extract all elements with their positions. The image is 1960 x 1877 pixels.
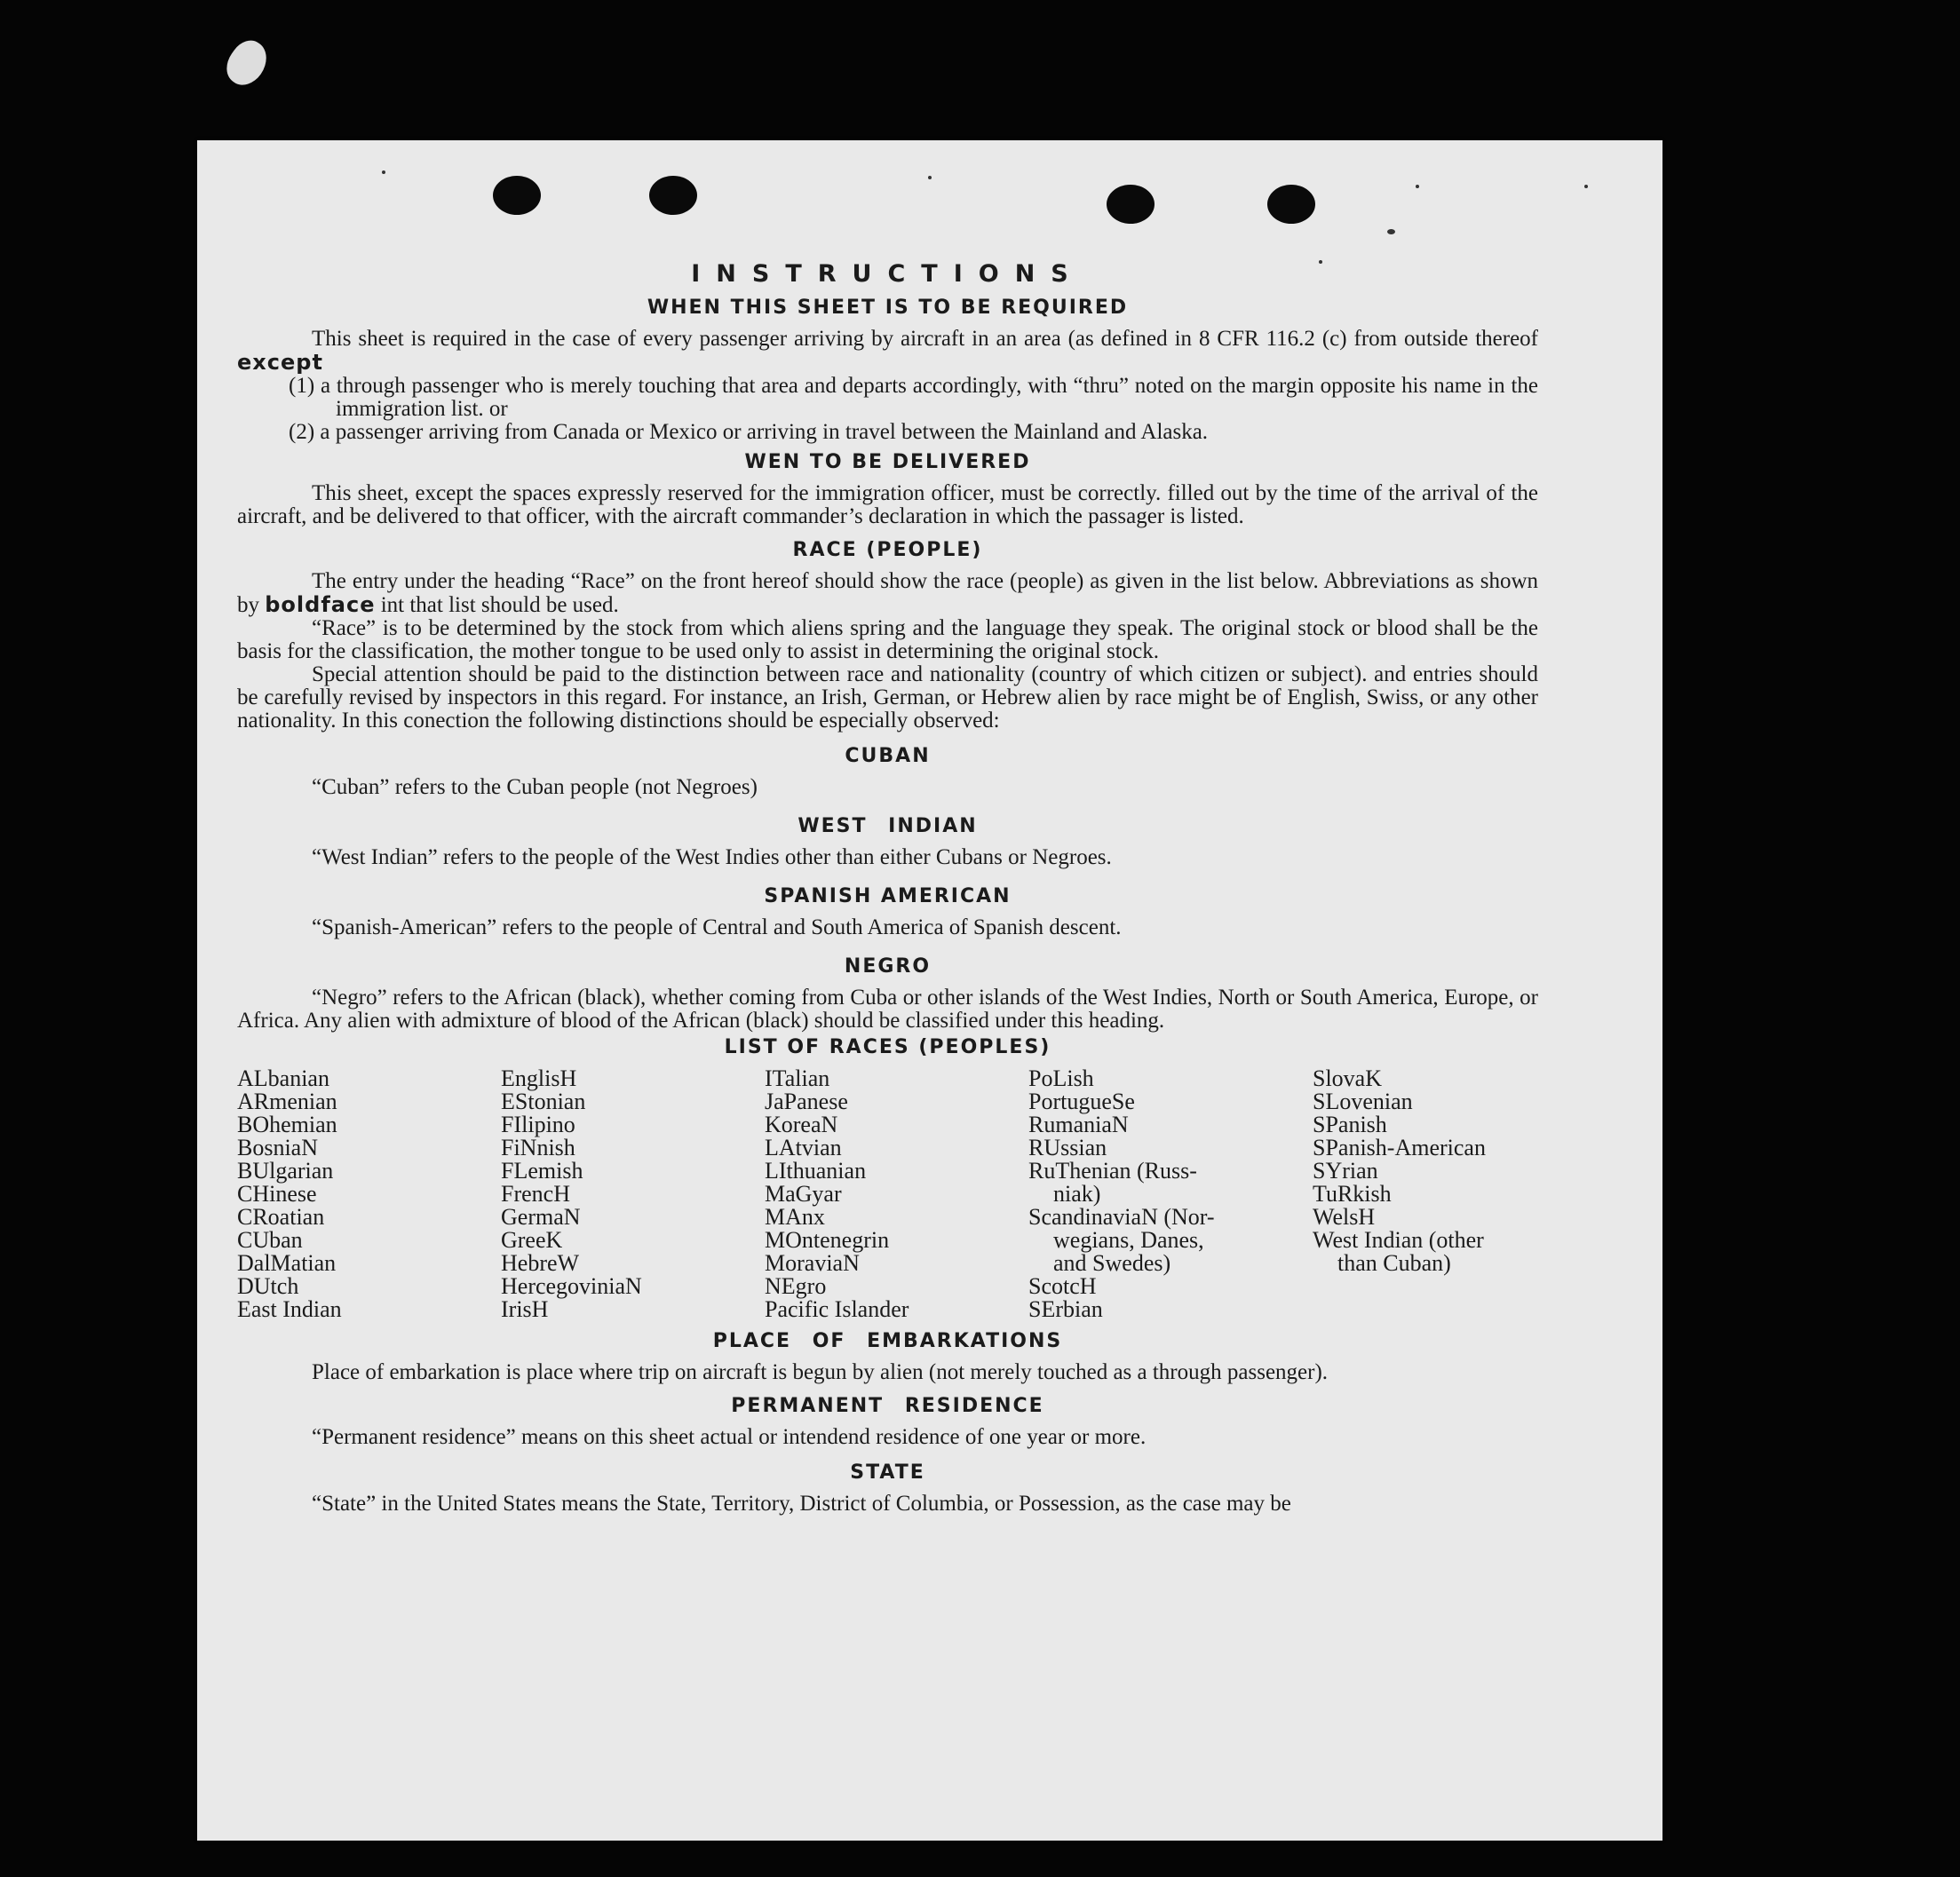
boldface-bold: boldface: [265, 592, 376, 617]
section-heading-required: WHEN THIS SHEET IS TO BE REQUIRED: [647, 297, 1129, 319]
cuban-text: “Cuban” refers to the Cuban people (not Negroes): [312, 775, 758, 799]
section-heading-embarkations: PLACE OF EMBARKATIONS: [712, 1330, 1063, 1352]
race-item: NEgro: [765, 1273, 827, 1299]
race-item: West Indian (other: [1313, 1227, 1484, 1253]
race-item: CRoatian: [237, 1204, 325, 1230]
race-item: DUtch: [237, 1273, 299, 1299]
required-item-1: (1) a through passenger who is merely touching that area and departs accordingly, with “thru” noted on the margin opposite his name in the immigration list. or: [289, 374, 1538, 421]
race-item: BUlgarian: [237, 1158, 334, 1184]
race-item: FrencH: [501, 1181, 570, 1207]
instructions-content: [237, 260, 1538, 1516]
permanent-residence-text: “Permanent residence” means on this sheet actual or intendend residence of one year or more.: [312, 1425, 1147, 1449]
race-item-continuation: than Cuban): [1337, 1250, 1451, 1276]
section-heading-permanent-residence: PERMANENT RESIDENCE: [731, 1395, 1044, 1417]
punch-hole: [1267, 185, 1315, 224]
race-item: MOntenegrin: [765, 1227, 890, 1253]
race-column-4: [1028, 1067, 1313, 1321]
race-item: SlovaK: [1313, 1065, 1382, 1091]
race-column-5: [1313, 1067, 1538, 1321]
race-list: [237, 1067, 1538, 1321]
race-item: LIthuanian: [765, 1158, 867, 1184]
embarkations-text: Place of embarkation is place where trip on aircraft is begun by alien (not merely touched as a through passenger).: [312, 1360, 1329, 1384]
document-page: [197, 140, 1662, 1841]
west-indian-text: “West Indian” refers to the people of the West Indies other than either Cubans or Negroes.: [312, 845, 1112, 869]
spanish-american-text: “Spanish-American” refers to the people of Central and South America of Spanish descent.: [312, 915, 1122, 939]
race-item: KoreaN: [765, 1112, 838, 1137]
race-item: SYrian: [1313, 1158, 1378, 1184]
delivered-text: This sheet, except the spaces expressly reserved for the immigration officer, must be correctly. filled out by the time of the arrival of the aircraft, and be delivered to that officer, with the aircraft commander’s declaration in which the passager is listed.: [237, 481, 1538, 528]
race-item: SPanish-American: [1313, 1135, 1486, 1160]
race-item: RUssian: [1028, 1135, 1107, 1160]
race-item: Pacific Islander: [765, 1296, 909, 1322]
scan-dot: [1416, 185, 1419, 188]
race-item: IrisH: [501, 1296, 549, 1322]
race-item: BosniaN: [237, 1135, 318, 1160]
race-paragraph-2: “Race” is to be determined by the stock from which aliens spring and the language they speak. The original stock or blood shall be the basis for the classification, the mother tongue to be used only to assist in determining the original stock.: [237, 616, 1538, 663]
race-item: MaGyar: [765, 1181, 842, 1207]
race-item: East Indian: [237, 1296, 342, 1322]
page-title: INSTRUCTIONS: [691, 260, 1084, 288]
state-text: “State” in the United States means the State, Territory, District of Columbia, or Possession, as the case may be: [312, 1492, 1291, 1516]
required-item-2: (2) a passenger arriving from Canada or Mexico or arriving in travel between the Mainland and Alaska.: [289, 420, 1209, 444]
race-item: EnglisH: [501, 1065, 577, 1091]
section-heading-race: RACE (PEOPLE): [792, 539, 983, 561]
race-item: HebreW: [501, 1250, 580, 1276]
race-item: PoLish: [1028, 1065, 1094, 1091]
race-item-continuation: wegians, Danes,: [1053, 1227, 1204, 1253]
section-heading-delivered: WEN TO BE DELIVERED: [744, 451, 1031, 473]
race-item: MAnx: [765, 1204, 825, 1230]
race-item: LAtvian: [765, 1135, 842, 1160]
race-item: ARmenian: [237, 1089, 337, 1114]
punch-hole: [649, 176, 697, 215]
required-intro: This sheet is required in the case of every passenger arriving by aircraft in an area (as defined in 8 CFR 116.2 (c) from outside thereof except: [237, 327, 1538, 375]
race-column-1: [237, 1067, 501, 1321]
race-item: MoraviaN: [765, 1250, 860, 1276]
race-item-continuation: and Swedes): [1053, 1250, 1171, 1276]
race-item: GermaN: [501, 1204, 581, 1230]
race-item: FLemish: [501, 1158, 583, 1184]
race-item: GreeK: [501, 1227, 563, 1253]
section-heading-list-of-races: LIST OF RACES (PEOPLES): [724, 1036, 1051, 1058]
race-item: ScandinaviaN (Nor-: [1028, 1204, 1215, 1230]
race-column-2: [501, 1067, 765, 1321]
section-heading-spanish-american: SPANISH AMERICAN: [764, 885, 1012, 907]
race-item-continuation: niak): [1053, 1181, 1101, 1207]
section-heading-negro: NEGRO: [844, 955, 932, 978]
punch-hole: [493, 176, 541, 215]
race-item: CUban: [237, 1227, 303, 1253]
race-item: EStonian: [501, 1089, 586, 1114]
race-item: FIlipino: [501, 1112, 575, 1137]
race-item: ITalian: [765, 1065, 830, 1091]
negro-text: “Negro” refers to the African (black), whether coming from Cuba or other islands of the West Indies, North or South America, Europe, or Africa. Any alien with admixture of blood of the African (black) should be classified under this heading.: [237, 986, 1538, 1033]
race-item: TuRkish: [1313, 1181, 1392, 1207]
race-item: SLovenian: [1313, 1089, 1413, 1114]
race-item: BOhemian: [237, 1112, 337, 1137]
scan-dot: [928, 176, 932, 179]
section-heading-west-indian: WEST INDIAN: [797, 815, 978, 837]
race-item: CHinese: [237, 1181, 317, 1207]
race-item: JaPanese: [765, 1089, 848, 1114]
punch-hole: [1107, 185, 1155, 224]
race-paragraph-1: The entry under the heading “Race” on the front hereof should show the race (people) as given in the list below. Abbreviations as shown by boldface int that list should be used.: [237, 569, 1538, 617]
section-heading-state: STATE: [850, 1461, 925, 1484]
race-item: SPanish: [1313, 1112, 1387, 1137]
scan-dot: [1584, 185, 1588, 188]
scan-dot: [1387, 229, 1395, 234]
race-item: ScotcH: [1028, 1273, 1097, 1299]
race-paragraph-3: Special attention should be paid to the distinction between race and nationality (country of which citizen or subject). and entries should be carefully revised by inspectors in this regard. For instance, an Irish, German, or Hebrew alien by race might be of English, Swiss, or any other nationality. In this conection the following distinctions should be especially observed:: [237, 662, 1538, 733]
race-item: SErbian: [1028, 1296, 1103, 1322]
race-column-3: [765, 1067, 1028, 1321]
scan-dot: [382, 170, 385, 174]
race-item: DalMatian: [237, 1250, 337, 1276]
race-item: HercegoviniaN: [501, 1273, 642, 1299]
section-heading-cuban: CUBAN: [845, 745, 931, 767]
except-bold: except: [237, 350, 323, 375]
race-item: FiNnish: [501, 1135, 575, 1160]
race-item: PortugueSe: [1028, 1089, 1135, 1114]
race-item: RumaniaN: [1028, 1112, 1129, 1137]
race-item: RuThenian (Russ-: [1028, 1158, 1197, 1184]
race-item: ALbanian: [237, 1065, 329, 1091]
scan-speck: [219, 34, 275, 92]
race-item: WelsH: [1313, 1204, 1376, 1230]
